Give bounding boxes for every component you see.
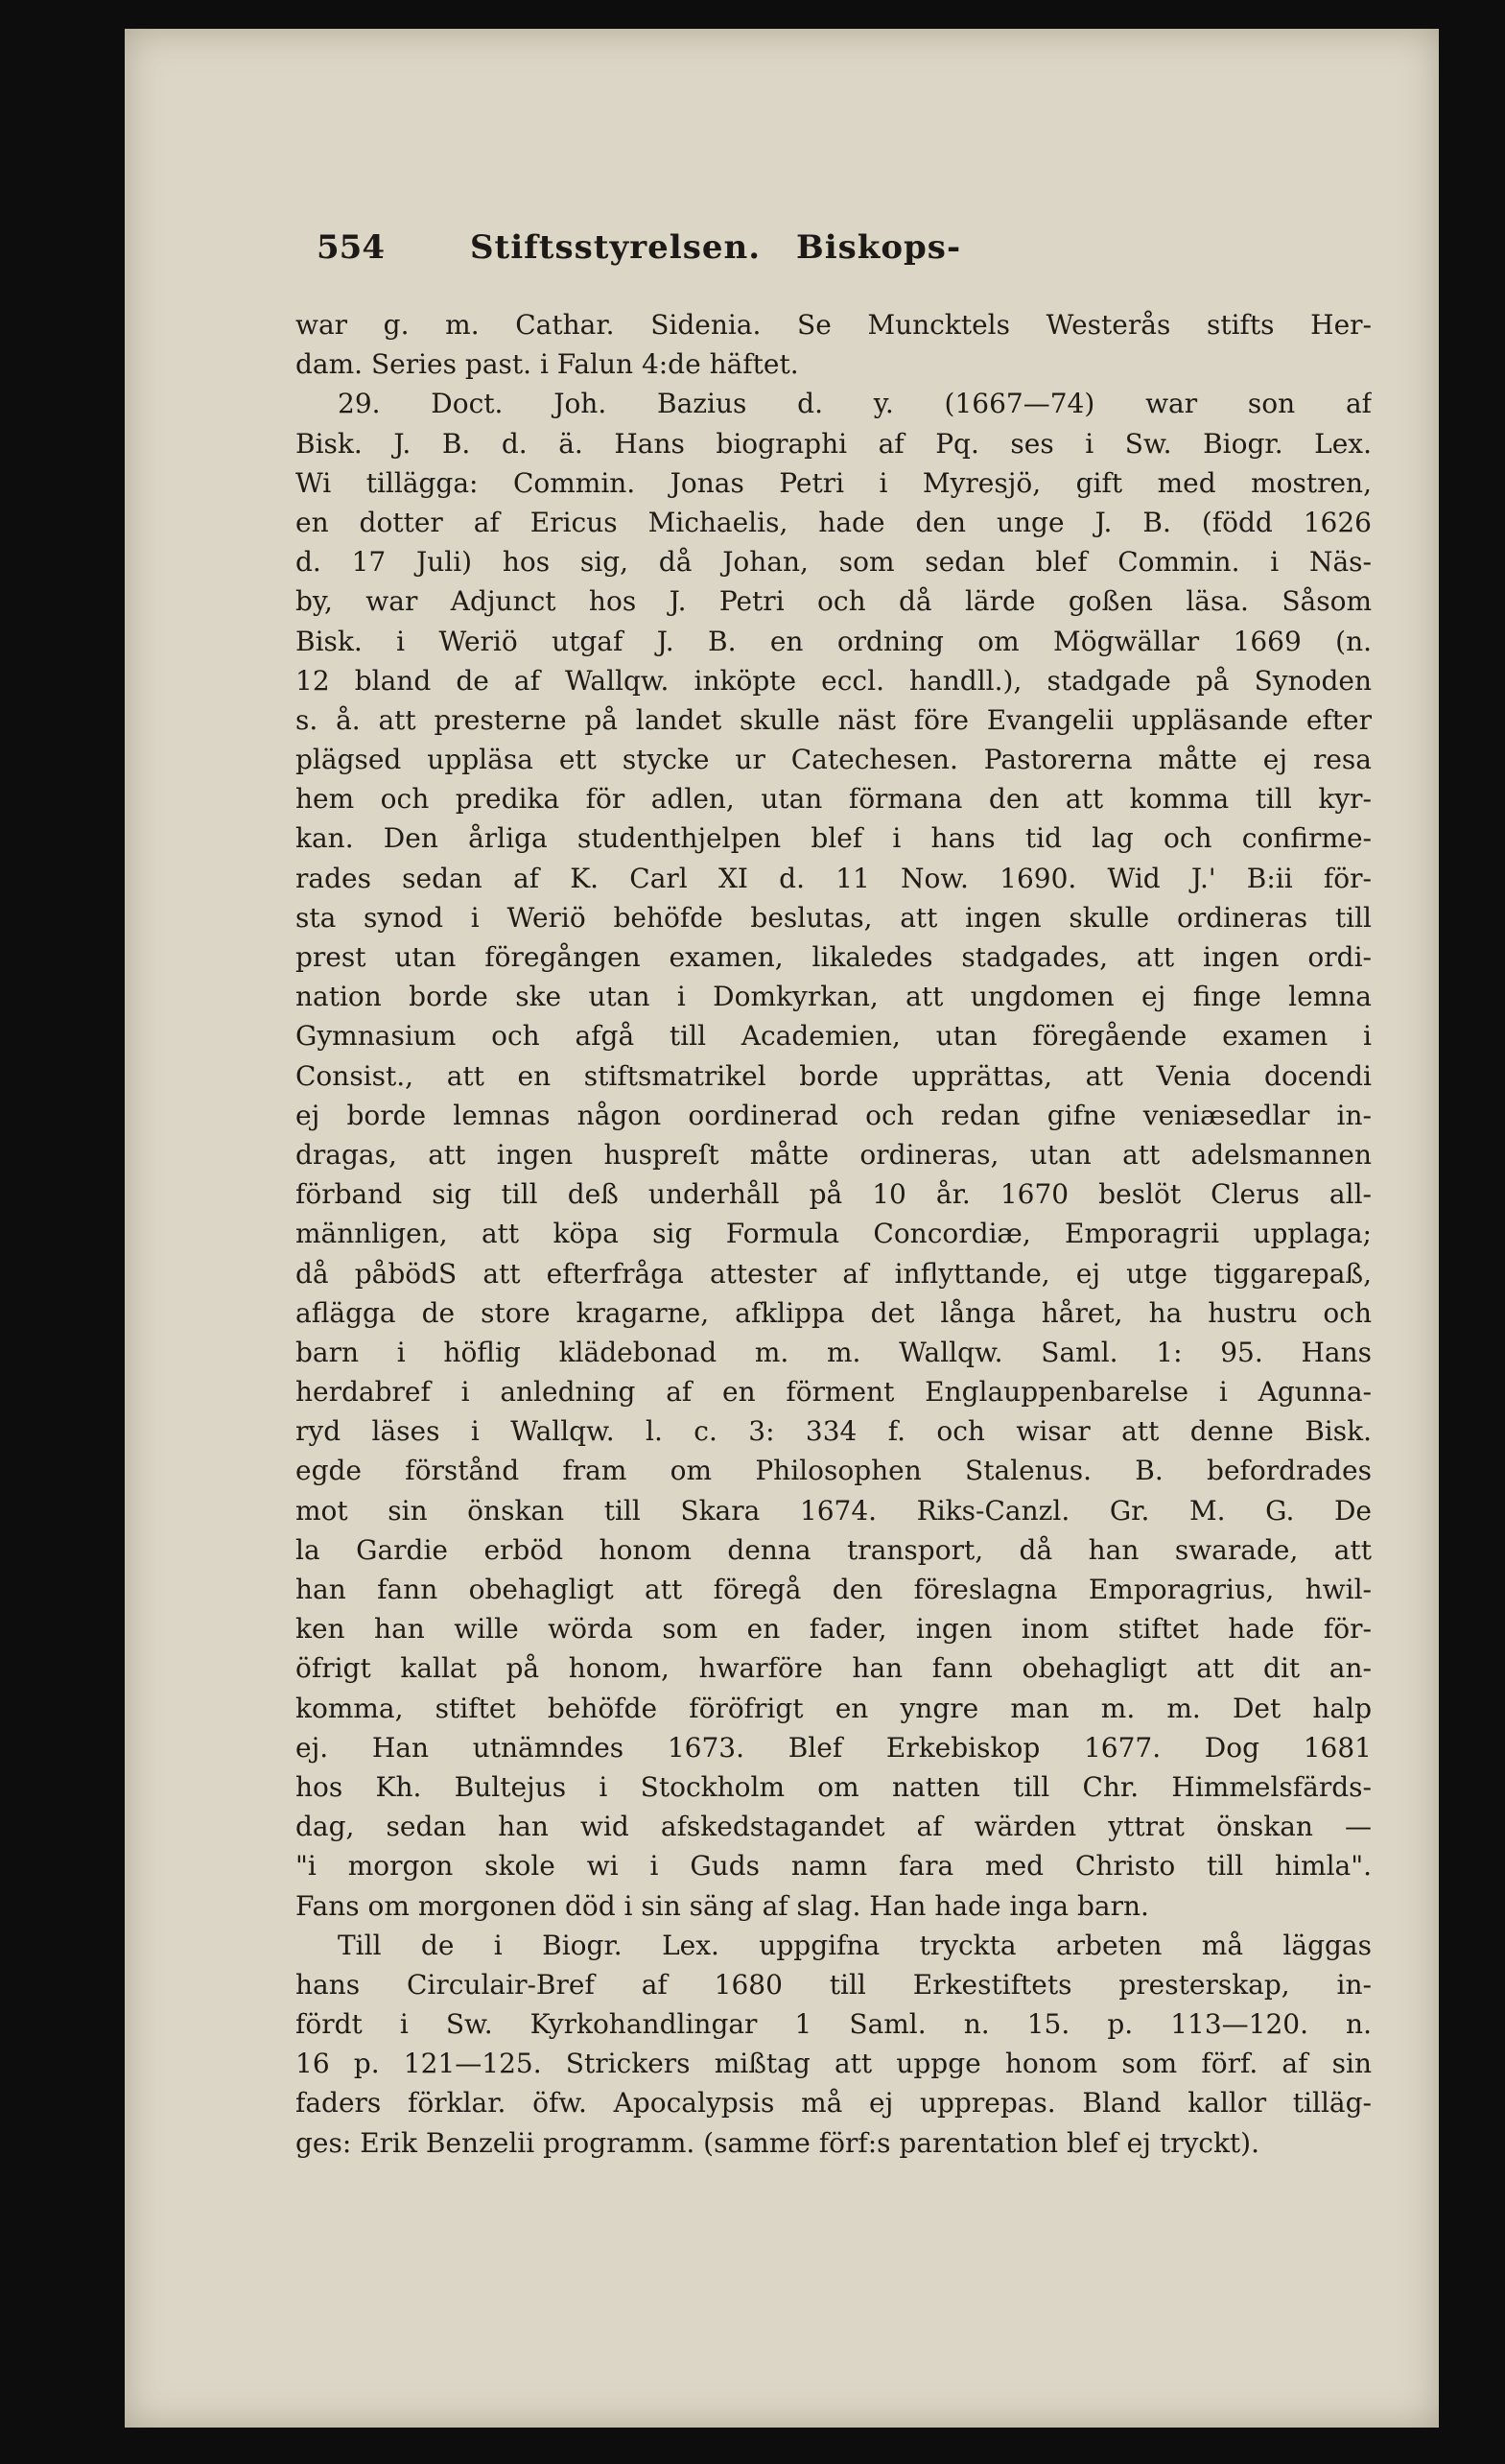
- text-line: hos Kh. Bultejus i Stockholm om natten till Chr. Himmelsfärds-: [295, 1770, 1372, 1803]
- text-line: hans Circulair-Bref af 1680 till Erkestiftets presterskap, in-: [295, 1968, 1372, 2001]
- text-line: faders förklar. öfw. Apocalypsis må ej upprepas. Bland kallor tilläg-: [295, 2087, 1372, 2120]
- running-head: [317, 228, 1046, 276]
- text-line: by, war Adjunct hos J. Petri och då lärde goßen läsa. Såsom: [295, 585, 1372, 618]
- text-line: han fann obehagligt att föregå den föreslagna Emporagrius, hwil-: [295, 1574, 1372, 1605]
- text-line: Consist., att en stiftsmatrikel borde upprättas, att Venia docendi: [295, 1059, 1372, 1092]
- text-line: Wi tillägga: Commin. Jonas Petri i Myresjö, gift med mostren,: [295, 466, 1372, 499]
- text-line: förband sig till deß underhåll på 10 år. 1670 beslöt Clerus all-: [295, 1178, 1372, 1211]
- text-line: herdabref i anledning af en förment Englauppenbarelse i Agunna-: [295, 1376, 1372, 1409]
- text-line: d. 17 Juli) hos sig, då Johan, som sedan blef Commin. i Näs-: [295, 546, 1372, 579]
- text-line: plägsed uppläsa ett stycke ur Catechesen. Pastorerna måtte ej resa: [295, 744, 1372, 776]
- text-line: dragas, att ingen huspreſt måtte ordineras, utan att adelsmannen: [295, 1138, 1372, 1171]
- text-line: rades sedan af K. Carl XI d. 11 Now. 1690. Wid J.' B:ii för-: [295, 862, 1372, 894]
- text-line: männligen, att köpa sig Formula Concordiæ, Emporagrii upplaga;: [295, 1218, 1372, 1250]
- running-title: Stiftsstyrelsen.: [470, 228, 762, 267]
- text-line: Till de i Biogr. Lex. uppgifna tryckta arbeten må läggas: [338, 1929, 1372, 1961]
- text-line: öfrigt kallat på honom, hwarföre han fann obehagligt att dit an-: [295, 1652, 1372, 1685]
- text-line: sta synod i Weriö behöfde beslutas, att ingen skulle ordineras till: [295, 901, 1372, 934]
- text-line: la Gardie erböd honom denna transport, då han swarade, att: [295, 1533, 1372, 1566]
- text-line: egde förstånd fram om Philosophen Stalenus. B. befordrades: [295, 1455, 1372, 1487]
- text-line: war g. m. Cathar. Sidenia. Se Muncktels Westerås stifts Her-: [295, 309, 1372, 341]
- text-line: nation borde ske utan i Domkyrkan, att ungdomen ej finge lemna: [295, 981, 1372, 1013]
- text-line: 16 p. 121—125. Strickers mißtag att uppge honom som förf. af sin: [295, 2048, 1372, 2080]
- text-line: ken han wille wörda som en fader, ingen inom stiftet hade för-: [295, 1613, 1372, 1646]
- body-text: [295, 305, 1372, 2163]
- text-line: dam. Series past. i Falun 4:de häftet.: [295, 348, 799, 381]
- text-line: Gymnasium och afgå till Academien, utan föregående examen i: [295, 1020, 1372, 1053]
- text-line: en dotter af Ericus Michaelis, hade den unge J. B. (född 1626: [295, 506, 1372, 538]
- text-line: fördt i Sw. Kyrkohandlingar 1 Saml. n. 15. p. 113—120. n.: [295, 2008, 1372, 2041]
- text-line: hem och predika för adlen, utan förmana den att komma till kyr-: [295, 783, 1372, 816]
- text-line: ej. Han utnämndes 1673. Blef Erkebiskop 1677. Dog 1681: [295, 1731, 1372, 1764]
- text-line: "i morgon skole wi i Guds namn fara med Christo till himla".: [295, 1850, 1372, 1883]
- text-line: aflägga de store kragarne, afklippa det långa håret, ha hustru och: [295, 1296, 1372, 1329]
- text-line: barn i höflig klädebonad m. m. Wallqw. Saml. 1: 95. Hans: [295, 1336, 1372, 1368]
- text-line: dag, sedan han wid afskedstagandet af wärden yttrat önskan —: [295, 1811, 1372, 1843]
- running-title-continued: Biskops-: [796, 228, 962, 267]
- text-line: mot sin önskan till Skara 1674. Riks-Canzl. Gr. M. G. De: [295, 1494, 1372, 1527]
- text-line: ges: Erik Benzelii programm. (samme förf:s parentation blef ej tryckt).: [295, 2126, 1260, 2159]
- text-line: ryd läses i Wallqw. l. c. 3: 334 f. och wisar att denne Bisk.: [295, 1415, 1372, 1448]
- text-line: prest utan föregången examen, likaledes stadgades, att ingen ordi-: [295, 941, 1372, 973]
- text-line: ej borde lemnas någon oordinerad och redan gifne veniæsedlar in-: [295, 1099, 1372, 1131]
- text-line: s. å. att presterne på landet skulle näst före Evangelii uppläsande efter: [295, 703, 1372, 736]
- text-line: Fans om morgonen död i sin säng af slag. Han hade inga barn.: [295, 1889, 1149, 1922]
- text-line: komma, stiftet behöfde föröfrigt en yngre man m. m. Det halp: [295, 1692, 1372, 1724]
- text-line: Bisk. i Weriö utgaf J. B. en ordning om Mögwällar 1669 (n.: [295, 625, 1372, 657]
- text-line: Bisk. J. B. d. ä. Hans biographi af Pq. ses i Sw. Biogr. Lex.: [295, 427, 1372, 460]
- text-line: då påbödS att efterfråga attester af inflyttande, ej utge tiggarepaß,: [295, 1257, 1372, 1290]
- text-line: kan. Den årliga studenthjelpen blef i hans tid lag och confirme-: [295, 822, 1372, 855]
- page-number: 554: [317, 228, 385, 267]
- text-line: 12 bland de af Wallqw. inköpte eccl. handll.), stadgade på Synoden: [295, 664, 1372, 697]
- text-line: 29. Doct. Joh. Bazius d. y. (1667—74) war son af: [338, 388, 1372, 420]
